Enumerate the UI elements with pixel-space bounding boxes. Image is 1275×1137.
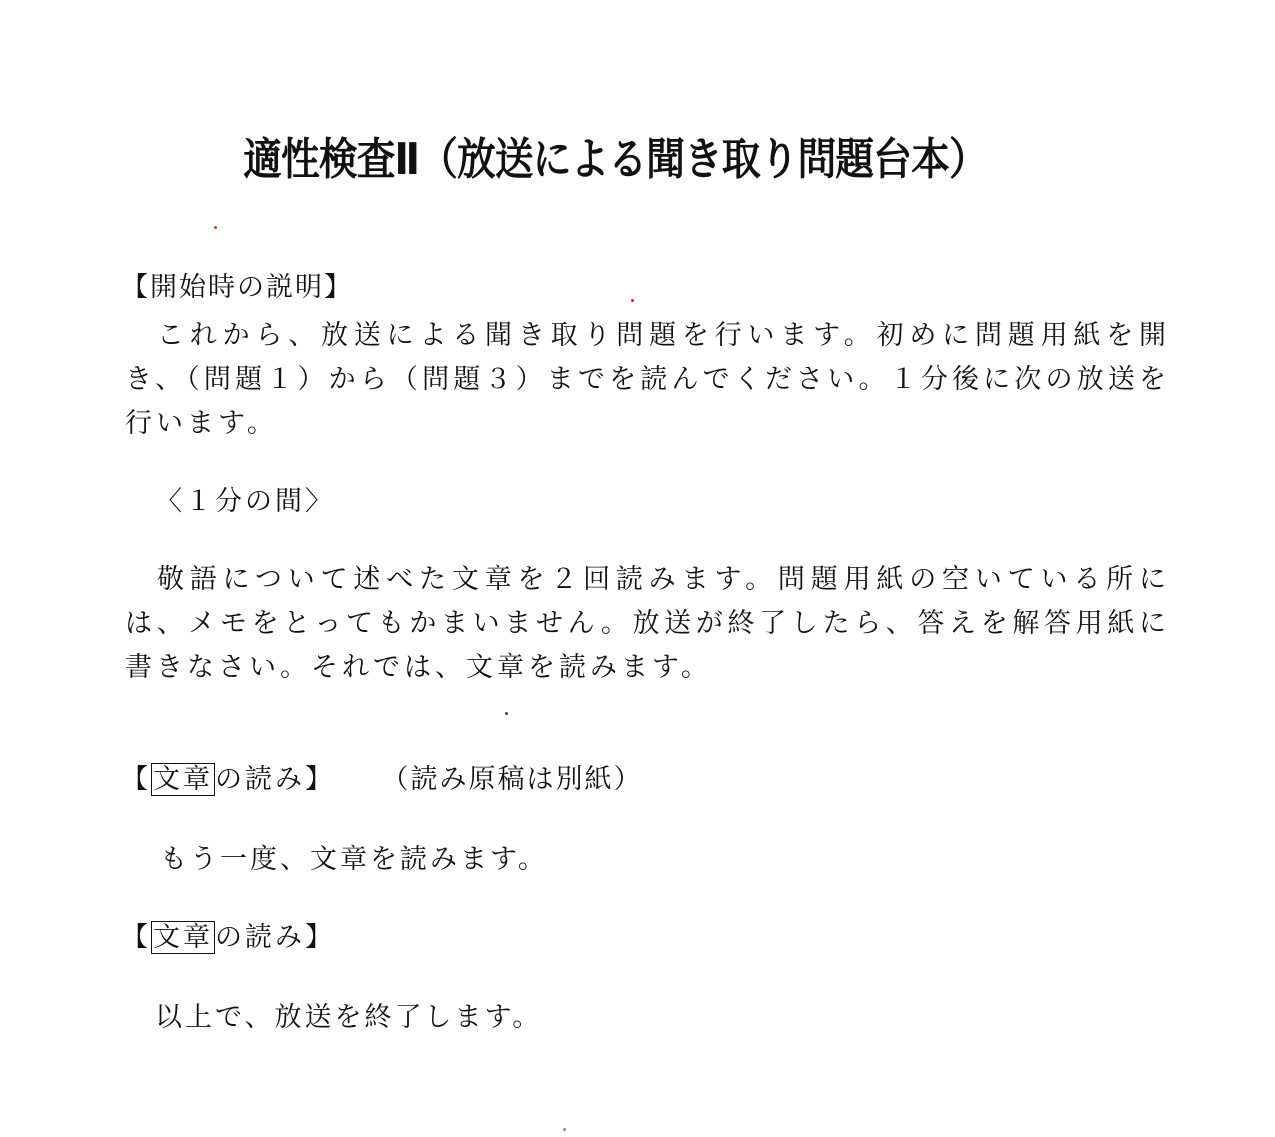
scan-speck bbox=[631, 299, 634, 302]
manuscript-note: （読み原稿は別紙） bbox=[395, 764, 643, 795]
reading-label: の読み】 bbox=[215, 922, 335, 953]
closing-line: 以上で、放送を終了します。 bbox=[155, 1002, 543, 1033]
scan-speck bbox=[505, 712, 508, 715]
intro-paragraph: これから、放送による聞き取り問題を行います。初めに問題用紙を開き、（問題１）から（問題３）までを読んでください。１分後に次の放送を行います。 bbox=[125, 320, 1170, 439]
reading-label: の読み】 bbox=[215, 764, 335, 795]
instructions-paragraph: 敬語について述べた文章を２回読みます。問題用紙の空いている所には、メモをとってもかまいません。放送が終了したら、答えを解答用紙に書きなさい。それでは、文章を読みます。 bbox=[125, 564, 1170, 683]
boxed-word: 文章 bbox=[153, 764, 213, 795]
boxed-word: 文章 bbox=[153, 922, 213, 953]
pause-indicator: 〈１分の間〉 bbox=[155, 486, 335, 517]
scan-speck bbox=[563, 1128, 566, 1131]
page-title: 適性検査Ⅱ（放送による聞き取り問題台本） bbox=[243, 134, 987, 185]
reading-heading-2 bbox=[121, 918, 335, 958]
reading-heading-1 bbox=[121, 760, 643, 800]
bracket-open: 【 bbox=[121, 922, 151, 953]
bracket-open: 【 bbox=[121, 764, 151, 795]
start-explanation-heading: 【開始時の説明】 bbox=[121, 272, 353, 303]
scan-speck bbox=[214, 226, 217, 229]
repeat-line: もう一度、文章を読みます。 bbox=[160, 844, 548, 875]
